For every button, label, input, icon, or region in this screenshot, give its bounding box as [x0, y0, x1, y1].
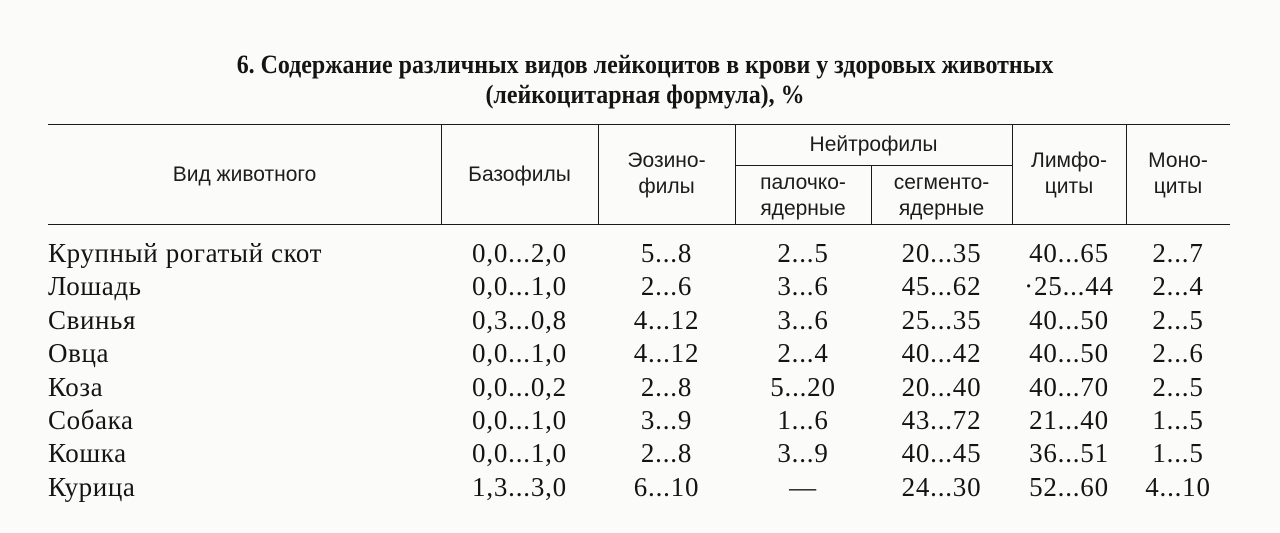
segmented-value: 20...35: [901, 238, 982, 268]
animal-name: Курица: [48, 472, 136, 502]
header-basophils: Базофилы: [468, 163, 571, 186]
animal-name: Собака: [48, 405, 134, 435]
header-lymphocytes: [1012, 148, 1126, 200]
monocytes-value: 2...5: [1152, 305, 1204, 335]
eosinophils-value: 5...8: [640, 238, 693, 268]
segmented-value: 24...30: [901, 472, 982, 502]
basophils-value: 0,0...0,2: [472, 372, 567, 402]
segmented-value: 43...72: [901, 405, 982, 435]
segmented-value: 20...40: [901, 372, 982, 402]
monocytes-value: 2...6: [1152, 338, 1204, 368]
segmented-value: 25...35: [901, 305, 982, 335]
eosinophils-value: 6...10: [633, 472, 700, 502]
lymphocytes-value: 36...51: [1029, 438, 1109, 468]
basophils-value: 0,0...2,0: [472, 238, 567, 268]
header-eosinophils-line-2: филы: [638, 175, 695, 198]
animal-name: Крупный рогатый скот: [48, 238, 323, 268]
monocytes-value: 4...10: [1145, 472, 1211, 502]
band-value: 3...9: [777, 438, 829, 468]
animal-name: Свинья: [48, 305, 136, 335]
segmented-value: 45...62: [901, 271, 982, 301]
header-band-line-2: ядерные: [760, 197, 846, 220]
band-value: 5...20: [770, 372, 836, 402]
header-segmented-line-1: сегменто-: [893, 171, 990, 194]
eosinophils-value: 2...8: [640, 438, 693, 468]
lymphocytes-value: 40...50: [1029, 338, 1109, 368]
animal-name: Овца: [48, 338, 110, 368]
header-segmented-line-2: ядерные: [898, 197, 985, 220]
lymphocytes-value: ·25...44: [1024, 271, 1114, 301]
neutrophils-subrule: [735, 165, 1012, 166]
eosinophils-value: 3...9: [640, 405, 693, 435]
table-title: [52, 50, 1239, 110]
band-value: 3...6: [777, 271, 829, 301]
header-lymphocytes-line-1: Лимфо-: [1031, 149, 1107, 172]
animal-name: Коза: [48, 372, 104, 402]
basophils-value: 0,0...1,0: [472, 438, 567, 468]
eosinophils-value: 2...6: [640, 271, 693, 301]
basophils-value: 0,0...1,0: [472, 271, 567, 301]
band-value: 1...6: [777, 405, 829, 435]
monocytes-value: 2...4: [1152, 271, 1204, 301]
header-segmented-neutrophils: [871, 170, 1012, 222]
basophils-value: 0,3...0,8: [472, 305, 567, 335]
table-title-line-1: 6. Содержание различных видов лейкоцитов в крови у здоровых животных: [236, 50, 1054, 79]
basophils-value: 0,0...1,0: [472, 405, 567, 435]
monocytes-value: 2...5: [1152, 372, 1204, 402]
header-band-line-1: палочко-: [760, 171, 846, 194]
lymphocytes-value: 52...60: [1029, 472, 1109, 502]
header-eosinophils: [598, 148, 735, 200]
header-band-neutrophils: [735, 170, 871, 222]
header-top-rule: [48, 124, 1230, 125]
band-value: 2...4: [777, 338, 829, 368]
monocytes-value: 1...5: [1152, 405, 1204, 435]
header-bottom-rule: [48, 224, 1230, 225]
animal-name: Кошка: [48, 438, 127, 468]
header-animal: Вид животного: [172, 163, 317, 186]
band-value: —: [789, 472, 817, 502]
header-neutrophils: Нейтрофилы: [809, 133, 938, 156]
header-lymphocytes-line-2: циты: [1044, 175, 1094, 198]
animal-name: Лошадь: [48, 271, 142, 301]
segmented-value: 40...45: [901, 438, 982, 468]
basophils-value: 1,3...3,0: [472, 472, 567, 502]
eosinophils-value: 4...12: [633, 338, 700, 368]
header-monocytes-line-1: Моно-: [1148, 149, 1208, 172]
basophils-value: 0,0...1,0: [472, 338, 567, 368]
monocytes-value: 1...5: [1152, 438, 1204, 468]
header-monocytes-line-2: циты: [1153, 175, 1203, 198]
eosinophils-value: 2...8: [640, 372, 693, 402]
header-monocytes: [1126, 148, 1230, 200]
eosinophils-value: 4...12: [633, 305, 700, 335]
band-value: 3...6: [777, 305, 829, 335]
band-value: 2...5: [777, 238, 829, 268]
monocytes-value: 2...7: [1152, 238, 1204, 268]
table-title-line-2: (лейкоцитарная формула), %: [485, 80, 805, 109]
segmented-value: 40...42: [901, 338, 982, 368]
lymphocytes-value: 40...70: [1029, 372, 1109, 402]
lymphocytes-value: 40...50: [1029, 305, 1109, 335]
lymphocytes-value: 40...65: [1029, 238, 1109, 268]
header-eosinophils-line-1: Эозино-: [627, 149, 706, 172]
lymphocytes-value: 21...40: [1029, 405, 1109, 435]
